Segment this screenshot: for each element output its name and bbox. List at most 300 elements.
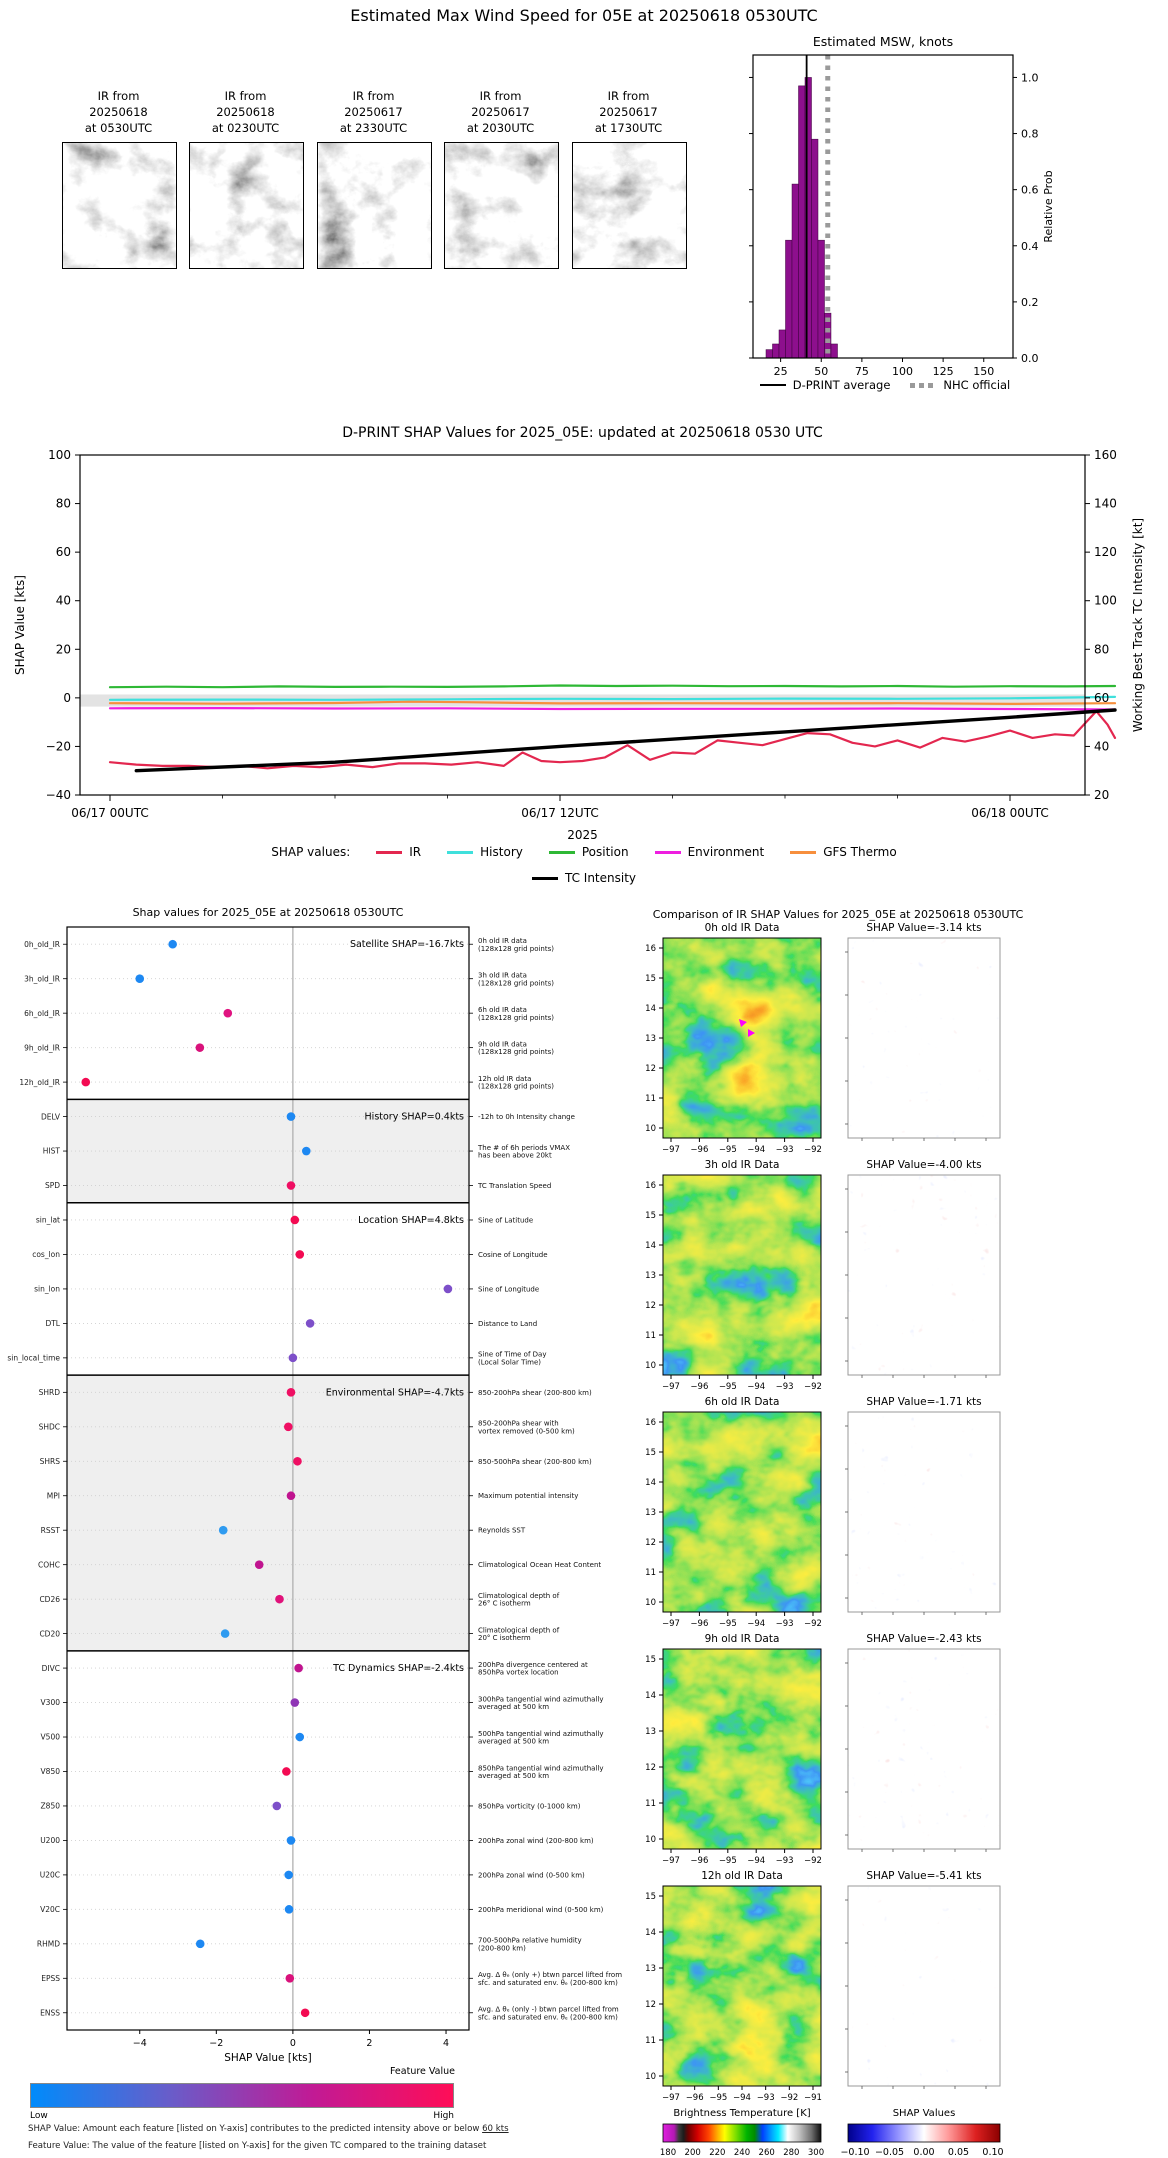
ir-satellite-image — [317, 142, 432, 269]
colorbar-low-label: Low — [30, 2111, 48, 2121]
legend-label: GFS Thermo — [823, 845, 897, 859]
svg-text:SHAP Value=-2.43 kts: SHAP Value=-2.43 kts — [866, 1633, 982, 1645]
svg-text:U200: U200 — [40, 1836, 60, 1846]
legend-prefix: SHAP values: — [271, 845, 351, 859]
svg-text:Location SHAP=4.8kts: Location SHAP=4.8kts — [358, 1214, 464, 1226]
svg-text:10: 10 — [645, 1124, 656, 1134]
svg-text:0h old IR data: 0h old IR data — [478, 937, 527, 946]
svg-text:Climatological depth of: Climatological depth of — [478, 1626, 560, 1635]
svg-text:13: 13 — [645, 1508, 656, 1518]
shap-dot-U20C — [284, 1871, 293, 1880]
series-line-environment — [110, 708, 1115, 709]
svg-text:DELV: DELV — [41, 1112, 60, 1122]
svg-text:Working Best Track TC Intensit: Working Best Track TC Intensity [kt] — [1131, 517, 1145, 733]
svg-text:−93: −93 — [775, 1619, 794, 1629]
svg-text:−93: −93 — [775, 1856, 794, 1866]
ir-thumbnail-0h — [62, 88, 175, 269]
svg-text:9h old IR data: 9h old IR data — [478, 1040, 527, 1049]
svg-text:40: 40 — [1094, 739, 1110, 754]
svg-text:15: 15 — [645, 974, 656, 984]
legend-label: D-PRINT average — [792, 378, 891, 392]
svg-text:−95: −95 — [709, 2093, 728, 2103]
svg-text:20: 20 — [1094, 788, 1110, 802]
legend-label: TC Intensity — [564, 871, 637, 885]
svg-text:Cosine of Longitude: Cosine of Longitude — [478, 1250, 548, 1259]
svg-text:Comparison of IR SHAP Values f: Comparison of IR SHAP Values for 2025_05E at 20250618 0530UTC — [652, 908, 1024, 921]
msw-histogram — [700, 30, 1130, 380]
ir-satellite-image — [62, 142, 177, 269]
line-swatch-icon — [532, 877, 558, 880]
svg-text:Brightness Temperature [K]: Brightness Temperature [K] — [673, 2108, 811, 2119]
label-line: at 0530UTC — [84, 121, 153, 135]
svg-text:06/18 00UTC: 06/18 00UTC — [971, 806, 1049, 820]
svg-text:DIVC: DIVC — [41, 1663, 60, 1673]
svg-text:vortex removed (0-500 km): vortex removed (0-500 km) — [478, 1427, 575, 1436]
shap-dot-CD26 — [275, 1595, 284, 1604]
svg-text:140: 140 — [1094, 496, 1117, 511]
svg-text:SHAP Value=-1.71 kts: SHAP Value=-1.71 kts — [866, 1396, 982, 1408]
svg-text:−94: −94 — [747, 1145, 766, 1155]
svg-text:2025: 2025 — [567, 828, 598, 842]
shap-dot-Z850 — [273, 1802, 282, 1811]
shap-dot-SHRD — [287, 1388, 296, 1397]
label-line: 20250617 — [344, 105, 403, 119]
svg-text:10: 10 — [645, 1835, 656, 1845]
legend-label: Environment — [687, 845, 765, 859]
svg-text:14: 14 — [645, 1928, 656, 1938]
shap-dot-U200 — [287, 1836, 296, 1845]
ir-data-map — [663, 1649, 821, 1849]
label-line: at 1730UTC — [594, 121, 663, 135]
svg-text:RHMD: RHMD — [36, 1939, 60, 1949]
shap-dot-CD20 — [221, 1629, 230, 1638]
svg-text:6h old IR data: 6h old IR data — [478, 1005, 527, 1014]
svg-text:Avg. Δ θₑ (only +) btwn parcel: Avg. Δ θₑ (only +) btwn parcel lifted from — [478, 1971, 623, 1980]
label-line: IR from — [224, 89, 267, 103]
svg-text:60: 60 — [1094, 690, 1110, 705]
svg-text:0h_old_IR: 0h_old_IR — [24, 939, 60, 949]
svg-text:Reynolds SST: Reynolds SST — [478, 1526, 526, 1535]
section-bg-environmental — [67, 1375, 469, 1651]
legend-label: IR — [409, 845, 422, 859]
svg-text:V850: V850 — [40, 1767, 60, 1777]
svg-text:15: 15 — [645, 1892, 656, 1902]
svg-text:SHAP Values: SHAP Values — [892, 2108, 956, 2119]
histogram-bar — [799, 86, 806, 358]
shap-dot-MPI — [287, 1491, 296, 1500]
svg-text:9h_old_IR: 9h_old_IR — [24, 1043, 60, 1053]
legend-item-history — [447, 845, 523, 859]
svg-text:12h_old_IR: 12h_old_IR — [19, 1077, 60, 1087]
label-line: IR from — [607, 89, 650, 103]
svg-text:200hPa meridional wind (0-500: 200hPa meridional wind (0-500 km) — [478, 1905, 604, 1914]
shap-dot-sin_lon — [444, 1285, 453, 1294]
svg-text:16: 16 — [645, 1181, 656, 1191]
svg-text:CD26: CD26 — [39, 1594, 60, 1604]
svg-text:−94: −94 — [747, 1856, 766, 1866]
shap-dot-DIVC — [294, 1664, 303, 1673]
histogram-bar — [779, 330, 786, 358]
legend-label: NHC official — [943, 378, 1011, 392]
svg-text:−96: −96 — [690, 1619, 709, 1629]
ir-satellite-image — [444, 142, 559, 269]
line-swatch-icon — [549, 851, 575, 854]
svg-text:cos_lon: cos_lon — [32, 1250, 60, 1260]
svg-text:850hPa vortex location: 850hPa vortex location — [478, 1668, 559, 1677]
svg-text:40: 40 — [55, 593, 71, 608]
svg-text:-12h to 0h Intensity change: -12h to 0h Intensity change — [478, 1113, 575, 1122]
svg-text:−93: −93 — [775, 1382, 794, 1392]
svg-text:Distance to Land: Distance to Land — [478, 1319, 538, 1328]
svg-text:Environmental SHAP=-4.7kts: Environmental SHAP=-4.7kts — [325, 1387, 464, 1399]
svg-text:(Local Solar Time): (Local Solar Time) — [478, 1358, 542, 1367]
svg-text:SHAP Value [kts]: SHAP Value [kts] — [13, 575, 27, 675]
shap-value-map — [848, 1886, 1000, 2086]
svg-text:6h old IR Data: 6h old IR Data — [704, 1396, 780, 1408]
svg-text:850-500hPa shear (200-800 km): 850-500hPa shear (200-800 km) — [478, 1457, 592, 1466]
svg-text:120: 120 — [1094, 545, 1117, 560]
feature-description-RSST — [478, 1527, 526, 1535]
svg-text:−95: −95 — [718, 1145, 737, 1155]
legend-item-dprint-average — [760, 378, 891, 392]
svg-text:V300: V300 — [40, 1698, 60, 1708]
svg-text:10: 10 — [645, 1598, 656, 1608]
footnote-feature-value: Feature Value: The value of the feature [listed on Y-axis] for the given TC compared to the training dataset — [28, 2141, 487, 2151]
svg-text:25: 25 — [773, 365, 788, 378]
svg-text:−92: −92 — [804, 1619, 822, 1629]
svg-text:16: 16 — [645, 1418, 656, 1428]
svg-text:−92: −92 — [804, 1856, 822, 1866]
label-line: at 2030UTC — [466, 121, 535, 135]
shap-dot-SPD — [287, 1181, 296, 1190]
legend-item-position — [549, 845, 629, 859]
svg-text:−96: −96 — [685, 2093, 704, 2103]
shap-dot-6h_old_IR — [224, 1009, 233, 1018]
svg-text:SHAP Value=-3.14 kts: SHAP Value=-3.14 kts — [866, 922, 982, 934]
svg-text:13: 13 — [645, 1034, 656, 1044]
comparison-row-1 — [645, 1159, 1000, 1392]
svg-text:11: 11 — [645, 1799, 656, 1809]
svg-text:−91: −91 — [804, 2093, 822, 2103]
svg-text:15: 15 — [645, 1655, 656, 1665]
shap-value-map — [848, 1412, 1000, 1612]
svg-text:06/17 12UTC: 06/17 12UTC — [521, 806, 599, 820]
ir-data-map — [663, 1412, 821, 1612]
svg-text:12: 12 — [645, 1538, 656, 1548]
svg-text:12: 12 — [645, 1763, 656, 1773]
shap-dot-HIST — [302, 1147, 311, 1156]
svg-text:11: 11 — [645, 1568, 656, 1578]
svg-text:0h old IR Data: 0h old IR Data — [704, 922, 780, 934]
svg-text:200hPa zonal wind (200-800 km): 200hPa zonal wind (200-800 km) — [478, 1836, 594, 1845]
svg-text:−4: −4 — [132, 2038, 147, 2049]
line-swatch-icon — [376, 851, 402, 854]
svg-text:14: 14 — [645, 1691, 656, 1701]
feature-value-colorbar-title: Feature Value — [389, 2066, 455, 2077]
svg-text:SHAP Value=-4.00 kts: SHAP Value=-4.00 kts — [866, 1159, 982, 1171]
shap-dot-V300 — [291, 1698, 300, 1707]
shap-dot-V20C — [285, 1905, 294, 1914]
svg-text:TC Translation Speed: TC Translation Speed — [478, 1182, 552, 1191]
label-line: 20250617 — [599, 105, 658, 119]
shap-timeseries-legend-row2 — [0, 871, 1168, 885]
svg-text:−95: −95 — [718, 1619, 737, 1629]
label-line: IR from — [352, 89, 395, 103]
shap-dot-EPSS — [286, 1974, 295, 1983]
ir-thumbnail-12h-label — [572, 88, 685, 136]
svg-text:averaged at 500 km: averaged at 500 km — [478, 1772, 550, 1781]
svg-text:−96: −96 — [690, 1856, 709, 1866]
ir-thumbnail-9h — [444, 88, 557, 269]
shap-value-map — [848, 938, 1000, 1138]
legend-item-gfs-thermo — [790, 845, 897, 859]
line-swatch-icon — [447, 851, 473, 854]
histogram-bar — [773, 344, 780, 358]
histogram-bar — [792, 184, 799, 358]
svg-text:100: 100 — [1094, 593, 1117, 608]
legend-item-nhc-official — [910, 378, 1010, 392]
histogram-bar — [831, 344, 838, 358]
svg-text:Z850: Z850 — [40, 1801, 60, 1811]
svg-text:MPI: MPI — [46, 1491, 60, 1501]
svg-text:Satellite SHAP=-16.7kts: Satellite SHAP=-16.7kts — [349, 939, 464, 951]
feature-value-colorbar — [30, 2083, 454, 2108]
svg-text:180: 180 — [659, 2148, 677, 2158]
svg-text:15: 15 — [645, 1448, 656, 1458]
svg-text:500hPa tangential wind azimuth: 500hPa tangential wind azimuthally — [478, 1729, 604, 1738]
svg-text:−0.05: −0.05 — [874, 2147, 905, 2158]
svg-text:−95: −95 — [718, 1856, 737, 1866]
svg-text:20: 20 — [55, 642, 71, 657]
ir-thumbnail-6h — [317, 88, 430, 269]
svg-text:850hPa vorticity (0-1000 km): 850hPa vorticity (0-1000 km) — [478, 1802, 581, 1811]
svg-text:Relative Prob: Relative Prob — [1042, 170, 1055, 243]
label-line: 20250617 — [471, 105, 530, 119]
legend-label: History — [480, 845, 523, 859]
svg-text:−92: −92 — [804, 1382, 822, 1392]
svg-text:ENSS: ENSS — [40, 2008, 60, 2018]
svg-text:Climatological depth of: Climatological depth of — [478, 1591, 560, 1600]
svg-text:sfc. and saturated env. θₑ (20: sfc. and saturated env. θₑ (200-800 km) — [478, 1978, 618, 1987]
svg-text:0.8: 0.8 — [1021, 127, 1039, 141]
svg-text:V500: V500 — [40, 1732, 60, 1742]
ir-data-map — [663, 938, 821, 1138]
svg-text:sin_lat: sin_lat — [35, 1215, 60, 1225]
svg-text:SPD: SPD — [44, 1181, 60, 1191]
shap-dot-RSST — [219, 1526, 228, 1535]
shap-dot-sin_lat — [291, 1216, 300, 1225]
ir-data-map — [663, 1175, 821, 1375]
svg-text:Sine of Time of Day: Sine of Time of Day — [478, 1350, 547, 1359]
line-swatch-icon — [655, 851, 681, 854]
svg-text:V20C: V20C — [40, 1905, 60, 1915]
svg-text:12: 12 — [645, 1064, 656, 1074]
svg-text:−95: −95 — [718, 1382, 737, 1392]
shap-dot-SHDC — [284, 1422, 293, 1431]
svg-text:14: 14 — [645, 1478, 656, 1488]
label-line: at 2330UTC — [339, 121, 408, 135]
comparison-row-2 — [645, 1396, 1000, 1629]
ir-satellite-image — [572, 142, 687, 269]
svg-text:15: 15 — [645, 1211, 656, 1221]
svg-text:sfc. and saturated env. θₑ (20: sfc. and saturated env. θₑ (200-800 km) — [478, 2013, 618, 2022]
svg-text:−97: −97 — [662, 1382, 680, 1392]
svg-text:HIST: HIST — [42, 1146, 60, 1156]
svg-text:75: 75 — [854, 365, 869, 378]
svg-text:220: 220 — [709, 2148, 726, 2158]
svg-text:11: 11 — [645, 1094, 656, 1104]
shap-dot-9h_old_IR — [196, 1043, 205, 1052]
svg-text:(128x128 grid points): (128x128 grid points) — [478, 1013, 554, 1022]
svg-text:260: 260 — [758, 2148, 775, 2158]
svg-text:3h old IR data: 3h old IR data — [478, 971, 527, 980]
svg-text:has been above 20kt: has been above 20kt — [478, 1151, 552, 1160]
shap-dot-cos_lon — [295, 1250, 304, 1259]
svg-text:−97: −97 — [662, 2093, 680, 2103]
svg-text:850-200hPa shear (200-800 km): 850-200hPa shear (200-800 km) — [478, 1388, 592, 1397]
comparison-row-3 — [645, 1633, 1000, 1866]
shap-dot-COHC — [255, 1560, 264, 1569]
svg-text:10: 10 — [645, 1361, 656, 1371]
msw-histogram-legend — [670, 378, 1100, 392]
svg-text:0.0: 0.0 — [1021, 352, 1039, 365]
svg-text:Sine of Longitude: Sine of Longitude — [478, 1285, 540, 1294]
svg-text:9h old IR Data: 9h old IR Data — [704, 1633, 780, 1645]
svg-text:SHDC: SHDC — [38, 1422, 60, 1432]
shap-timeseries-legend-row1 — [0, 845, 1168, 859]
ir-data-map — [663, 1886, 821, 2086]
svg-text:0.2: 0.2 — [1021, 295, 1039, 309]
svg-text:−94: −94 — [747, 1382, 766, 1392]
svg-text:10: 10 — [645, 2072, 656, 2082]
svg-text:(200-800 km): (200-800 km) — [478, 1944, 526, 1953]
shap-dot-ENSS — [301, 2008, 310, 2017]
svg-text:20° C isotherm: 20° C isotherm — [478, 1634, 531, 1643]
svg-text:−0.10: −0.10 — [840, 2147, 870, 2158]
ir-thumbnail-0h-label — [62, 88, 175, 136]
shap-dot-DTL — [306, 1319, 315, 1328]
svg-text:Climatological Ocean Heat Cont: Climatological Ocean Heat Content — [478, 1561, 602, 1570]
series-line-position — [110, 686, 1115, 688]
svg-text:200: 200 — [684, 2148, 701, 2158]
ir-comparison-panel — [520, 905, 1168, 2158]
legend-item-environment — [655, 845, 765, 859]
shap-values-colorbar — [848, 2124, 1000, 2142]
svg-text:100: 100 — [892, 365, 913, 378]
footnote-shap-value — [28, 2124, 548, 2134]
shap-dot-sin_local_time — [289, 1354, 298, 1363]
svg-text:12h old IR data: 12h old IR data — [478, 1074, 532, 1083]
svg-text:−92: −92 — [804, 1145, 822, 1155]
svg-text:Maximum potential intensity: Maximum potential intensity — [478, 1492, 579, 1501]
svg-text:CD20: CD20 — [39, 1629, 60, 1639]
svg-text:0.4: 0.4 — [1021, 239, 1039, 253]
svg-text:13: 13 — [645, 1727, 656, 1737]
svg-text:(128x128 grid points): (128x128 grid points) — [478, 944, 554, 953]
svg-text:History SHAP=0.4kts: History SHAP=0.4kts — [364, 1111, 464, 1123]
svg-text:4: 4 — [443, 2038, 450, 2049]
svg-text:−96: −96 — [690, 1145, 709, 1155]
svg-text:200hPa zonal wind (0-500 km): 200hPa zonal wind (0-500 km) — [478, 1871, 585, 1880]
label-line: 20250618 — [89, 105, 148, 119]
dotted-line-icon — [910, 383, 936, 388]
svg-text:13: 13 — [645, 1271, 656, 1281]
svg-text:200hPa divergence centered at: 200hPa divergence centered at — [478, 1660, 588, 1669]
svg-text:(128x128 grid points): (128x128 grid points) — [478, 1082, 554, 1091]
svg-text:SHAP Value [kts]: SHAP Value [kts] — [224, 2052, 312, 2064]
ir-satellite-image — [189, 142, 304, 269]
svg-text:EPSS: EPSS — [41, 1973, 60, 1983]
shap-dot-DELV — [287, 1112, 296, 1121]
svg-text:sin_local_time: sin_local_time — [7, 1353, 60, 1363]
svg-text:−93: −93 — [756, 2093, 775, 2103]
svg-text:700-500hPa relative humidity: 700-500hPa relative humidity — [478, 1936, 582, 1945]
svg-text:−96: −96 — [690, 1382, 709, 1392]
svg-text:0: 0 — [289, 2038, 296, 2049]
svg-text:−92: −92 — [780, 2093, 799, 2103]
svg-text:−2: −2 — [209, 2038, 224, 2049]
svg-text:0.10: 0.10 — [982, 2147, 1004, 2158]
svg-text:RSST: RSST — [40, 1525, 60, 1535]
svg-text:0.00: 0.00 — [913, 2147, 935, 2158]
svg-text:150: 150 — [973, 365, 995, 378]
svg-text:0.05: 0.05 — [947, 2147, 970, 2158]
footnote-underlined-text: 60 kts — [482, 2124, 509, 2134]
comparison-row-4 — [645, 1870, 1000, 2103]
svg-text:11: 11 — [645, 1331, 656, 1341]
shap-dot-0h_old_IR — [168, 940, 177, 949]
svg-text:0.6: 0.6 — [1021, 183, 1039, 197]
svg-text:−93: −93 — [775, 1145, 794, 1155]
svg-text:(128x128 grid points): (128x128 grid points) — [478, 1048, 554, 1057]
shap-dot-V500 — [295, 1733, 304, 1742]
legend-label: Position — [581, 845, 629, 859]
svg-text:COHC: COHC — [37, 1560, 60, 1570]
ir-thumbnail-6h-label — [317, 88, 430, 136]
svg-text:11: 11 — [645, 2036, 656, 2046]
svg-text:300: 300 — [807, 2148, 825, 2158]
svg-text:1.0: 1.0 — [1021, 71, 1039, 85]
svg-text:SHRS: SHRS — [39, 1456, 60, 1466]
ir-thumbnail-3h — [189, 88, 302, 269]
svg-text:3h_old_IR: 3h_old_IR — [24, 974, 60, 984]
svg-text:100: 100 — [48, 448, 71, 462]
svg-text:averaged at 500 km: averaged at 500 km — [478, 1737, 550, 1746]
svg-text:DTL: DTL — [45, 1319, 60, 1329]
svg-text:13: 13 — [645, 1964, 656, 1974]
svg-text:TC Dynamics SHAP=-2.4kts: TC Dynamics SHAP=-2.4kts — [333, 1663, 464, 1675]
histogram-bar — [786, 240, 793, 358]
svg-text:80: 80 — [55, 496, 71, 511]
label-line: IR from — [97, 89, 140, 103]
svg-text:−20: −20 — [45, 739, 71, 754]
svg-text:80: 80 — [1094, 642, 1110, 657]
ir-thumbnail-3h-label — [189, 88, 302, 136]
svg-text:16: 16 — [645, 944, 656, 954]
shap-dot-3h_old_IR — [135, 974, 144, 983]
svg-text:−97: −97 — [662, 1145, 680, 1155]
svg-text:240: 240 — [733, 2148, 751, 2158]
ir-thumbnail-9h-label — [444, 88, 557, 136]
svg-text:−94: −94 — [733, 2093, 751, 2103]
svg-text:−94: −94 — [747, 1619, 766, 1629]
svg-text:−97: −97 — [662, 1856, 680, 1866]
shap-dot-RHMD — [196, 1940, 205, 1949]
svg-text:SHRD: SHRD — [38, 1388, 60, 1398]
svg-text:280: 280 — [783, 2148, 800, 2158]
shap-dot-V850 — [282, 1767, 291, 1776]
svg-text:60: 60 — [55, 545, 71, 560]
